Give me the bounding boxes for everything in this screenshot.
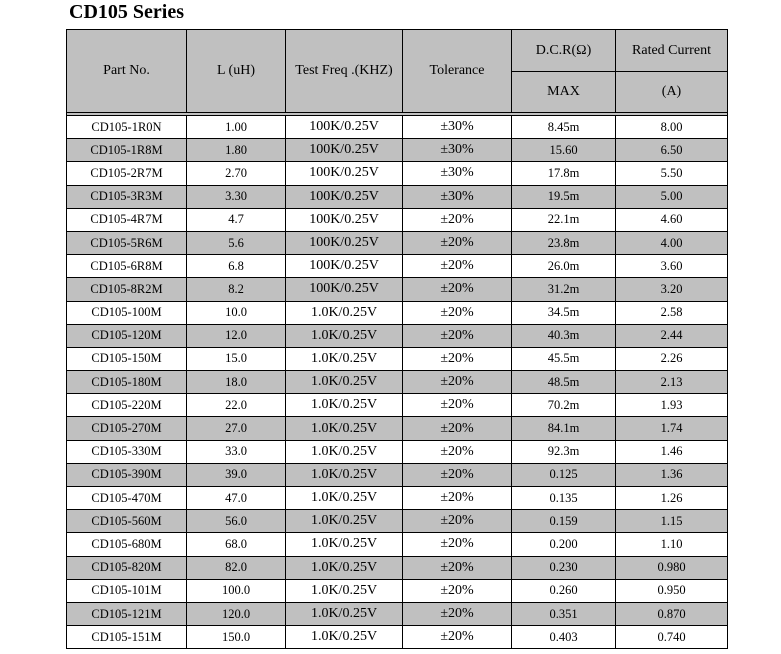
inductance-cell: 56.0: [187, 510, 286, 533]
rated-current-cell: 1.26: [616, 487, 728, 510]
tolerance-cell: ±20%: [403, 579, 512, 602]
part-no-cell: CD105-6R8M: [67, 255, 187, 278]
tolerance-cell: ±20%: [403, 255, 512, 278]
part-no-cell: CD105-820M: [67, 556, 187, 579]
tolerance-cell: ±20%: [403, 231, 512, 254]
spec-table: [66, 29, 728, 649]
test-freq-cell: 100K/0.25V: [286, 208, 403, 231]
dcr-cell: 34.5m: [512, 301, 616, 324]
test-freq-cell: 1.0K/0.25V: [286, 417, 403, 440]
header-test-freq: Test Freq .(KHZ): [286, 30, 403, 113]
dcr-cell: 0.230: [512, 556, 616, 579]
tolerance-cell: ±20%: [403, 394, 512, 417]
dcr-cell: 26.0m: [512, 255, 616, 278]
tolerance-cell: ±20%: [403, 440, 512, 463]
part-no-cell: CD105-330M: [67, 440, 187, 463]
tolerance-cell: ±20%: [403, 510, 512, 533]
dcr-cell: 0.200: [512, 533, 616, 556]
test-freq-cell: 1.0K/0.25V: [286, 533, 403, 556]
part-no-cell: CD105-1R8M: [67, 139, 187, 162]
table-row: [67, 231, 728, 254]
table-body: [67, 116, 728, 649]
tolerance-cell: ±30%: [403, 162, 512, 185]
table-row: [67, 278, 728, 301]
tolerance-cell: ±20%: [403, 347, 512, 370]
test-freq-cell: 100K/0.25V: [286, 255, 403, 278]
table-row: [67, 185, 728, 208]
table-row: [67, 371, 728, 394]
tolerance-cell: ±30%: [403, 116, 512, 139]
test-freq-cell: 1.0K/0.25V: [286, 347, 403, 370]
rated-current-cell: 6.50: [616, 139, 728, 162]
test-freq-cell: 100K/0.25V: [286, 139, 403, 162]
tolerance-cell: ±20%: [403, 487, 512, 510]
tolerance-cell: ±20%: [403, 371, 512, 394]
tolerance-cell: ±20%: [403, 463, 512, 486]
rated-current-cell: 0.870: [616, 602, 728, 625]
test-freq-cell: 1.0K/0.25V: [286, 487, 403, 510]
inductance-cell: 18.0: [187, 371, 286, 394]
rated-current-cell: 5.00: [616, 185, 728, 208]
table-row: [67, 602, 728, 625]
test-freq-cell: 1.0K/0.25V: [286, 602, 403, 625]
part-no-cell: CD105-680M: [67, 533, 187, 556]
rated-current-cell: 0.980: [616, 556, 728, 579]
header-tolerance: Tolerance: [403, 30, 512, 113]
inductance-cell: 82.0: [187, 556, 286, 579]
table-row: [67, 626, 728, 649]
tolerance-cell: ±20%: [403, 533, 512, 556]
tolerance-cell: ±20%: [403, 417, 512, 440]
rated-current-cell: 2.26: [616, 347, 728, 370]
rated-current-cell: 0.950: [616, 579, 728, 602]
header-rated-current-unit: (A): [616, 72, 728, 113]
test-freq-cell: 1.0K/0.25V: [286, 324, 403, 347]
table-row: [67, 301, 728, 324]
tolerance-cell: ±30%: [403, 139, 512, 162]
part-no-cell: CD105-5R6M: [67, 231, 187, 254]
rated-current-cell: 1.74: [616, 417, 728, 440]
part-no-cell: CD105-1R0N: [67, 116, 187, 139]
header-inductance: L (uH): [187, 30, 286, 113]
inductance-cell: 1.80: [187, 139, 286, 162]
inductance-cell: 10.0: [187, 301, 286, 324]
inductance-cell: 33.0: [187, 440, 286, 463]
part-no-cell: CD105-470M: [67, 487, 187, 510]
rated-current-cell: 4.60: [616, 208, 728, 231]
part-no-cell: CD105-2R7M: [67, 162, 187, 185]
rated-current-cell: 2.13: [616, 371, 728, 394]
test-freq-cell: 1.0K/0.25V: [286, 371, 403, 394]
table-row: [67, 347, 728, 370]
dcr-cell: 0.260: [512, 579, 616, 602]
dcr-cell: 0.125: [512, 463, 616, 486]
dcr-cell: 23.8m: [512, 231, 616, 254]
test-freq-cell: 1.0K/0.25V: [286, 394, 403, 417]
table-row: [67, 208, 728, 231]
inductance-cell: 6.8: [187, 255, 286, 278]
test-freq-cell: 100K/0.25V: [286, 278, 403, 301]
part-no-cell: CD105-151M: [67, 626, 187, 649]
tolerance-cell: ±20%: [403, 278, 512, 301]
test-freq-cell: 1.0K/0.25V: [286, 440, 403, 463]
rated-current-cell: 1.15: [616, 510, 728, 533]
inductance-cell: 100.0: [187, 579, 286, 602]
dcr-cell: 31.2m: [512, 278, 616, 301]
tolerance-cell: ±20%: [403, 208, 512, 231]
rated-current-cell: 5.50: [616, 162, 728, 185]
rated-current-cell: 1.46: [616, 440, 728, 463]
table-row: [67, 463, 728, 486]
table-row: [67, 579, 728, 602]
part-no-cell: CD105-270M: [67, 417, 187, 440]
tolerance-cell: ±20%: [403, 602, 512, 625]
part-no-cell: CD105-390M: [67, 463, 187, 486]
dcr-cell: 84.1m: [512, 417, 616, 440]
dcr-cell: 92.3m: [512, 440, 616, 463]
test-freq-cell: 1.0K/0.25V: [286, 510, 403, 533]
table-row: [67, 255, 728, 278]
inductance-cell: 27.0: [187, 417, 286, 440]
dcr-cell: 0.159: [512, 510, 616, 533]
part-no-cell: CD105-120M: [67, 324, 187, 347]
test-freq-cell: 100K/0.25V: [286, 231, 403, 254]
dcr-cell: 0.135: [512, 487, 616, 510]
test-freq-cell: 1.0K/0.25V: [286, 626, 403, 649]
header-rated-current: Rated Current: [616, 30, 728, 72]
table-row: [67, 440, 728, 463]
test-freq-cell: 100K/0.25V: [286, 185, 403, 208]
page-title: CD105 Series: [69, 1, 184, 23]
table-row: [67, 116, 728, 139]
test-freq-cell: 1.0K/0.25V: [286, 463, 403, 486]
part-no-cell: CD105-100M: [67, 301, 187, 324]
inductance-cell: 47.0: [187, 487, 286, 510]
table-header: [67, 30, 728, 116]
dcr-cell: 40.3m: [512, 324, 616, 347]
header-part-no: Part No.: [67, 30, 187, 113]
rated-current-cell: 1.10: [616, 533, 728, 556]
tolerance-cell: ±20%: [403, 301, 512, 324]
table-row: [67, 162, 728, 185]
inductance-cell: 2.70: [187, 162, 286, 185]
rated-current-cell: 3.20: [616, 278, 728, 301]
test-freq-cell: 100K/0.25V: [286, 162, 403, 185]
table-row: [67, 417, 728, 440]
inductance-cell: 1.00: [187, 116, 286, 139]
rated-current-cell: 2.44: [616, 324, 728, 347]
part-no-cell: CD105-101M: [67, 579, 187, 602]
part-no-cell: CD105-4R7M: [67, 208, 187, 231]
table-row: [67, 324, 728, 347]
dcr-cell: 17.8m: [512, 162, 616, 185]
rated-current-cell: 1.36: [616, 463, 728, 486]
inductance-cell: 15.0: [187, 347, 286, 370]
table-row: [67, 556, 728, 579]
inductance-cell: 4.7: [187, 208, 286, 231]
table-row: [67, 487, 728, 510]
dcr-cell: 0.403: [512, 626, 616, 649]
part-no-cell: CD105-220M: [67, 394, 187, 417]
inductance-cell: 68.0: [187, 533, 286, 556]
part-no-cell: CD105-560M: [67, 510, 187, 533]
part-no-cell: CD105-150M: [67, 347, 187, 370]
dcr-cell: 70.2m: [512, 394, 616, 417]
dcr-cell: 22.1m: [512, 208, 616, 231]
dcr-cell: 48.5m: [512, 371, 616, 394]
part-no-cell: CD105-180M: [67, 371, 187, 394]
table-row: [67, 533, 728, 556]
dcr-cell: 19.5m: [512, 185, 616, 208]
inductance-cell: 12.0: [187, 324, 286, 347]
inductance-cell: 8.2: [187, 278, 286, 301]
inductance-cell: 22.0: [187, 394, 286, 417]
tolerance-cell: ±30%: [403, 185, 512, 208]
inductance-cell: 5.6: [187, 231, 286, 254]
tolerance-cell: ±20%: [403, 556, 512, 579]
header-dcr-max: MAX: [512, 72, 616, 113]
test-freq-cell: 1.0K/0.25V: [286, 301, 403, 324]
rated-current-cell: 0.740: [616, 626, 728, 649]
table-row: [67, 510, 728, 533]
tolerance-cell: ±20%: [403, 324, 512, 347]
inductance-cell: 3.30: [187, 185, 286, 208]
header-dcr: D.C.R(Ω): [512, 30, 616, 72]
dcr-cell: 15.60: [512, 139, 616, 162]
test-freq-cell: 1.0K/0.25V: [286, 579, 403, 602]
inductance-cell: 150.0: [187, 626, 286, 649]
inductance-cell: 120.0: [187, 602, 286, 625]
inductance-cell: 39.0: [187, 463, 286, 486]
part-no-cell: CD105-8R2M: [67, 278, 187, 301]
test-freq-cell: 100K/0.25V: [286, 116, 403, 139]
rated-current-cell: 1.93: [616, 394, 728, 417]
table-row: [67, 139, 728, 162]
table-row: [67, 394, 728, 417]
tolerance-cell: ±20%: [403, 626, 512, 649]
test-freq-cell: 1.0K/0.25V: [286, 556, 403, 579]
rated-current-cell: 4.00: [616, 231, 728, 254]
rated-current-cell: 3.60: [616, 255, 728, 278]
part-no-cell: CD105-121M: [67, 602, 187, 625]
dcr-cell: 0.351: [512, 602, 616, 625]
rated-current-cell: 2.58: [616, 301, 728, 324]
dcr-cell: 8.45m: [512, 116, 616, 139]
part-no-cell: CD105-3R3M: [67, 185, 187, 208]
rated-current-cell: 8.00: [616, 116, 728, 139]
dcr-cell: 45.5m: [512, 347, 616, 370]
